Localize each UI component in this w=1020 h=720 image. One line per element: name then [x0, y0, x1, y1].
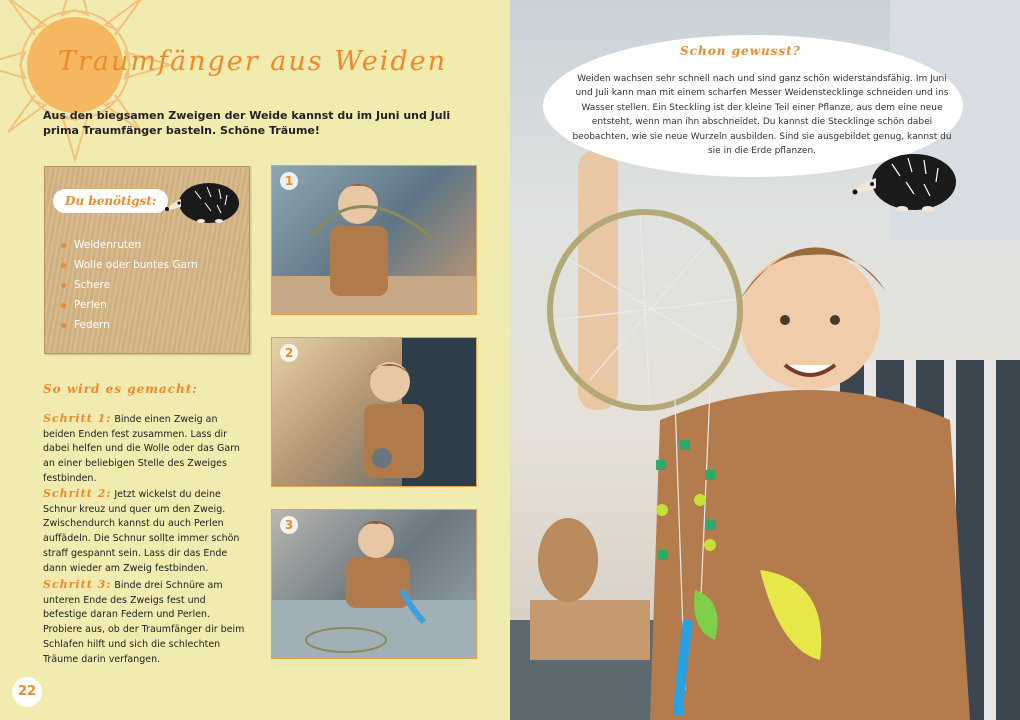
step-label: Schritt 2: — [43, 487, 112, 500]
step-text: Binde einen Zweig an beiden Enden fest zusammen. Lass dir dabei helfen und die Wolle oder das Garn an einer beliebigen Stelle des Zweiges festbinden. — [43, 414, 240, 484]
page-title: Traumfänger aus Weiden — [58, 46, 447, 77]
step-label: Schritt 3: — [43, 578, 112, 591]
step-photo-2 — [271, 337, 477, 487]
child-bending-twig-image — [272, 166, 476, 314]
materials-board — [44, 166, 250, 354]
list-item: Weidenruten — [61, 239, 198, 251]
fact-text: Weiden wachsen sehr schnell nach und sind ganz schön widerstandsfähig. Im Juni und Juli kann man mit einem scharfen Messer Weidenstecklinge schneiden und ins Wasser stellen. Ein Steckling ist der kleine Teil einer Pflanze, aus dem eine neue entsteht, wenn man ihn abschneidet. Du kannst die Stecklinge schön dabei beobachten, wie sie neue Wurzeln ausbilden. Sind sie ausgebildet genug, kannst du sie in die Erde pflanzen. — [572, 74, 952, 156]
list-item: Perlen — [61, 299, 198, 311]
step-text: Binde drei Schnüre am unteren Ende des Zweigs fest und befestige daran Federn und Perlen. Probiere aus, ob der Traumfänger dir beim Schlafen hilft und sich die schlechten Träume darin verfangen. — [43, 580, 245, 665]
list-item: Schere — [61, 279, 198, 291]
materials-heading: Du benötigst: — [53, 189, 168, 213]
step-text: Jetzt wickelst du deine Schnur kreuz und quer um den Zweig. Zwischendurch kannst du auch Perlen auffädeln. Die Schnur sollte immer schön straff gespannt sein. Lass dir das Ende dann wieder am Zweig festbinden. — [43, 489, 240, 574]
step-photo-1 — [271, 165, 477, 315]
step-photo-3 — [271, 509, 477, 659]
list-item: Wolle oder buntes Garn — [61, 259, 198, 271]
child-attaching-feathers-image — [272, 510, 476, 658]
sun-illustration — [0, 0, 180, 170]
step-number-badge: 1 — [280, 172, 298, 190]
hedgehog-icon — [165, 177, 243, 225]
step-2 — [43, 485, 249, 576]
step-number-badge: 2 — [280, 344, 298, 362]
hedgehog-icon — [852, 148, 960, 214]
step-1 — [43, 410, 249, 487]
materials-list — [61, 239, 198, 339]
child-wrapping-string-image — [272, 338, 476, 486]
step-3 — [43, 576, 249, 667]
list-item: Federn — [61, 319, 198, 331]
step-label: Schritt 1: — [43, 412, 112, 425]
fact-title: Schon gewusst? — [680, 44, 801, 58]
instructions-heading: So wird es gemacht: — [43, 382, 198, 396]
step-number-badge: 3 — [280, 516, 298, 534]
intro-text: Aus den biegsamen Zweigen der Weide kannst du im Juni und Juli prima Traumfänger basteln. Schöne Träume! — [43, 109, 451, 138]
page-number: 22 — [12, 677, 42, 707]
